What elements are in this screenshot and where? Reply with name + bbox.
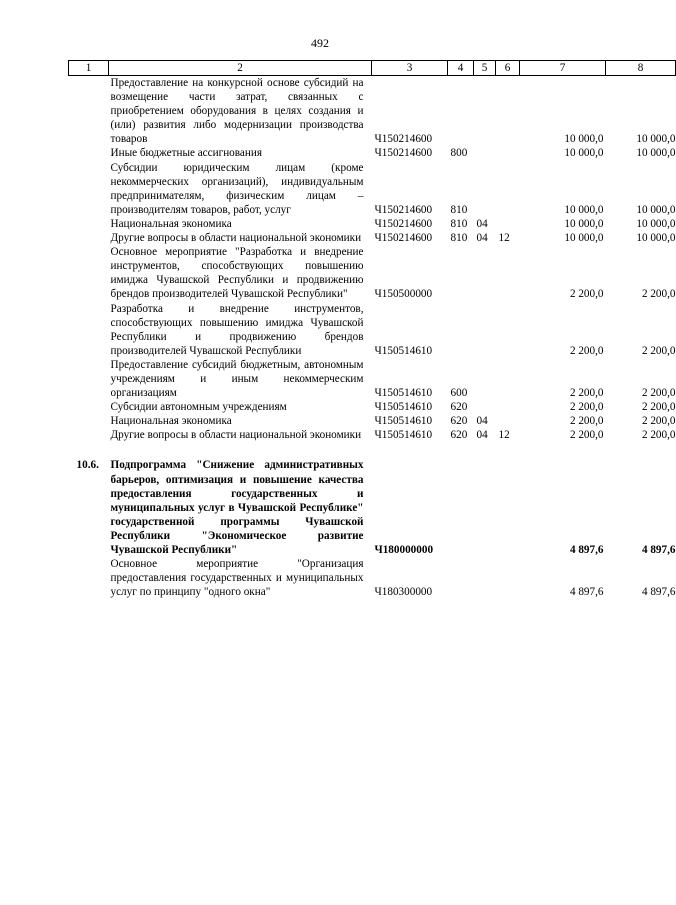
table-row bbox=[69, 358, 676, 400]
table-row bbox=[69, 442, 676, 557]
column-header: 1 bbox=[69, 61, 109, 76]
expense-type: 810 bbox=[450, 203, 468, 216]
row-name: Национальная экономика bbox=[110, 217, 232, 230]
section: 04 bbox=[476, 217, 488, 230]
row-number bbox=[69, 217, 109, 231]
amount-col-7: 4 897,6 bbox=[569, 586, 604, 599]
row-number bbox=[69, 358, 109, 400]
table-row bbox=[69, 231, 676, 245]
row-number bbox=[69, 76, 109, 147]
amount-col-8: 2 200,0 bbox=[641, 401, 676, 414]
amount-col-7: 10 000,0 bbox=[564, 217, 604, 230]
column-header: 7 bbox=[520, 61, 606, 76]
row-name: Предоставление на конкурсной основе субсидий на возмещение части затрат, связанных с приобретением оборудования в целях создания и (или) развития либо модернизации производства товаров bbox=[110, 77, 364, 146]
amount-col-8: 4 897,6 bbox=[641, 586, 676, 599]
column-header: 6 bbox=[496, 61, 520, 76]
amount-col-7: 2 200,0 bbox=[569, 415, 604, 428]
subsection bbox=[496, 302, 520, 358]
row-name: Национальная экономика bbox=[110, 415, 232, 428]
amount-col-8: 2 200,0 bbox=[641, 387, 676, 400]
section bbox=[474, 161, 496, 217]
row-number bbox=[69, 245, 109, 301]
expense-type: 620 bbox=[450, 401, 468, 414]
target-code: Ч150514610 bbox=[374, 401, 433, 414]
target-code: Ч180000000 bbox=[374, 544, 434, 556]
expense-type: 620 bbox=[450, 429, 468, 442]
amount-col-8: 10 000,0 bbox=[636, 217, 676, 230]
section bbox=[474, 76, 496, 147]
row-number bbox=[69, 428, 109, 442]
amount-col-7: 2 200,0 bbox=[569, 401, 604, 414]
row-name: Основное мероприятие "Разработка и внедрение инструментов, способствующих повышению имиджа Чувашской Республики и продвижению брендов производителей Чувашской Республики" bbox=[110, 246, 364, 301]
subsection bbox=[496, 557, 520, 599]
expense-type: 810 bbox=[450, 217, 468, 230]
row-number: 10.6. bbox=[76, 459, 99, 472]
subsection bbox=[496, 245, 520, 301]
column-header: 3 bbox=[372, 61, 448, 76]
subsection bbox=[496, 146, 520, 160]
column-header: 2 bbox=[109, 61, 372, 76]
target-code: Ч150214600 bbox=[374, 203, 433, 216]
amount-col-8: 10 000,0 bbox=[636, 203, 676, 216]
expense-type: 800 bbox=[450, 147, 468, 160]
expense-type: 620 bbox=[450, 415, 468, 428]
row-number bbox=[69, 414, 109, 428]
table-row bbox=[69, 400, 676, 414]
table-row bbox=[69, 146, 676, 160]
section bbox=[474, 442, 496, 557]
budget-table bbox=[68, 60, 676, 599]
section: 04 bbox=[476, 415, 488, 428]
expense-type: 810 bbox=[450, 232, 468, 245]
amount-col-8: 2 200,0 bbox=[641, 415, 676, 428]
row-name: Субсидии автономным учреждениям bbox=[110, 401, 287, 414]
row-number bbox=[69, 231, 109, 245]
expense-type bbox=[448, 76, 474, 147]
amount-col-8: 2 200,0 bbox=[641, 344, 676, 357]
amount-col-8: 10 000,0 bbox=[636, 147, 676, 160]
subsection bbox=[496, 358, 520, 400]
table-row bbox=[69, 428, 676, 442]
section bbox=[474, 146, 496, 160]
amount-col-8: 2 200,0 bbox=[641, 429, 676, 442]
amount-col-7: 10 000,0 bbox=[564, 232, 604, 245]
row-name: Другие вопросы в области национальной экономики bbox=[110, 232, 362, 245]
section: 04 bbox=[476, 429, 488, 442]
section: 04 bbox=[476, 232, 488, 245]
subsection bbox=[496, 442, 520, 557]
column-header: 8 bbox=[606, 61, 676, 76]
subsection bbox=[496, 217, 520, 231]
amount-col-7: 4 897,6 bbox=[569, 544, 604, 556]
section bbox=[474, 557, 496, 599]
table-row bbox=[69, 76, 676, 147]
row-name: Субсидии юридическим лицам (кроме некоммерческих организаций), индивидуальным предпринимателям, физическим лицам – производителям товаров, работ, услуг bbox=[110, 161, 364, 216]
column-header: 5 bbox=[474, 61, 496, 76]
amount-col-7: 2 200,0 bbox=[569, 429, 604, 442]
row-name: Основное мероприятие "Организация предоставления государственных и муниципальных услуг по принципу "одного окна" bbox=[110, 558, 364, 599]
section bbox=[474, 302, 496, 358]
column-header: 4 bbox=[448, 61, 474, 76]
subsection bbox=[496, 161, 520, 217]
amount-col-7: 10 000,0 bbox=[564, 133, 604, 146]
subsection: 12 bbox=[498, 232, 510, 245]
subsection bbox=[496, 400, 520, 414]
table-row bbox=[69, 302, 676, 358]
target-code: Ч150214600 bbox=[374, 232, 433, 245]
row-number bbox=[69, 161, 109, 217]
row-name: Предоставление субсидий бюджетным, автономным учреждениям и иным некоммерческим организациям bbox=[110, 358, 364, 400]
amount-col-7: 2 200,0 bbox=[569, 387, 604, 400]
table-row bbox=[69, 414, 676, 428]
row-name: Разработка и внедрение инструментов, способствующих повышению имиджа Чувашской Республики и продвижению брендов производителей Чувашской Республики bbox=[110, 302, 364, 357]
section bbox=[474, 358, 496, 400]
expense-type bbox=[448, 557, 474, 599]
target-code: Ч150214600 bbox=[374, 147, 433, 160]
target-code: Ч150514610 bbox=[374, 415, 433, 428]
amount-col-8: 2 200,0 bbox=[641, 288, 676, 301]
amount-col-8: 10 000,0 bbox=[636, 232, 676, 245]
row-number bbox=[69, 400, 109, 414]
table-header-row bbox=[69, 61, 676, 76]
row-name: Подпрограмма "Снижение административных барьеров, оптимизация и повышение качества предоставления государственных и муниципальных услуг в Чувашской Республике" государственной программы Чувашской Республики "Экономическое развитие Чувашской Республики" bbox=[110, 459, 364, 556]
subsection bbox=[496, 76, 520, 147]
amount-col-8: 10 000,0 bbox=[636, 133, 676, 146]
subsection bbox=[496, 414, 520, 428]
target-code: Ч150214600 bbox=[374, 217, 433, 230]
page-number: 492 bbox=[311, 36, 329, 50]
amount-col-7: 10 000,0 bbox=[564, 147, 604, 160]
section bbox=[474, 245, 496, 301]
target-code: Ч150514610 bbox=[374, 429, 433, 442]
amount-col-8: 4 897,6 bbox=[641, 544, 676, 556]
section bbox=[474, 400, 496, 414]
target-code: Ч150214600 bbox=[374, 133, 433, 146]
target-code: Ч180300000 bbox=[374, 586, 433, 599]
target-code: Ч150514610 bbox=[374, 387, 433, 400]
row-name: Иные бюджетные ассигнования bbox=[110, 147, 262, 160]
table-row bbox=[69, 245, 676, 301]
table-row bbox=[69, 217, 676, 231]
expense-type: 600 bbox=[450, 387, 468, 400]
row-number bbox=[69, 146, 109, 160]
amount-col-7: 2 200,0 bbox=[569, 344, 604, 357]
amount-col-7: 10 000,0 bbox=[564, 203, 604, 216]
amount-col-7: 2 200,0 bbox=[569, 288, 604, 301]
row-number bbox=[69, 302, 109, 358]
subsection: 12 bbox=[498, 429, 510, 442]
expense-type bbox=[448, 302, 474, 358]
expense-type bbox=[448, 245, 474, 301]
table-row bbox=[69, 557, 676, 599]
expense-type bbox=[448, 442, 474, 557]
table-row bbox=[69, 161, 676, 217]
target-code: Ч150500000 bbox=[374, 288, 433, 301]
row-number bbox=[69, 557, 109, 599]
row-name: Другие вопросы в области национальной экономики bbox=[110, 429, 362, 442]
target-code: Ч150514610 bbox=[374, 344, 433, 357]
